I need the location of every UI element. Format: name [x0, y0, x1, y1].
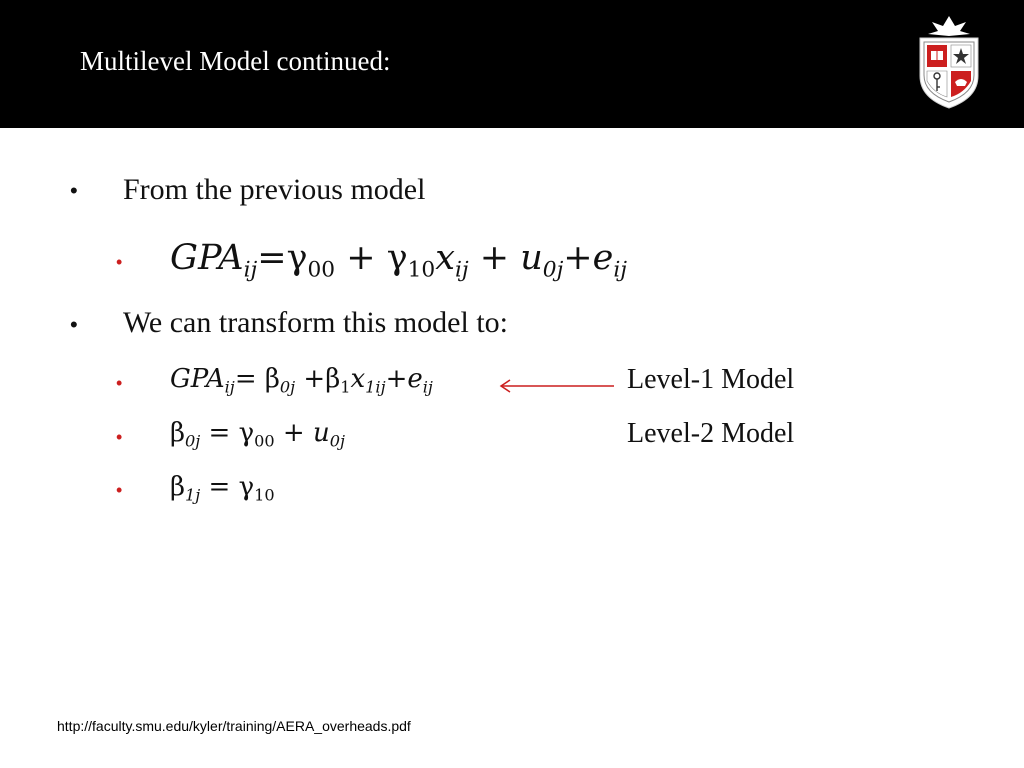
university-seal-icon — [914, 14, 984, 110]
bullet-text-transform: We can transform this model to: — [123, 306, 508, 339]
slide-title: Multilevel Model continued: — [80, 46, 391, 76]
source-url-link[interactable]: http://faculty.smu.edu/kyler/training/AERA_overheads.pdf — [57, 718, 411, 734]
left-arrow-icon — [498, 376, 616, 396]
bullet-marker: • — [70, 178, 78, 203]
equation-gpa-combined: $GPA_{ij}=\gamma_{00} + \gamma_{10}x_{ij} + u_{0j}+e_{ij}$ — [170, 238, 628, 283]
sub-bullet-marker: • — [116, 427, 123, 447]
title-bar — [0, 0, 1024, 128]
bullet-marker: • — [70, 312, 78, 337]
equation-level-2-slope: $\beta_{1j} = \gamma_{10}$ — [170, 472, 275, 505]
bullet-text-previous-model: From the previous model — [123, 173, 426, 206]
sub-bullet-marker: • — [116, 480, 123, 500]
sub-bullet-marker: • — [116, 252, 123, 272]
label-level-1-model: Level-1 Model — [627, 364, 795, 395]
equation-level-1: $GPA_{ij}= \beta_{0j} +\beta_1x_{1ij}+e_{ij}$ — [170, 364, 433, 397]
sub-bullet-marker: • — [116, 373, 123, 393]
label-level-2-model: Level-2 Model — [627, 418, 795, 449]
equation-level-2-intercept: $\beta_{0j} = \gamma_{00} + u_{0j}$ — [170, 418, 345, 451]
